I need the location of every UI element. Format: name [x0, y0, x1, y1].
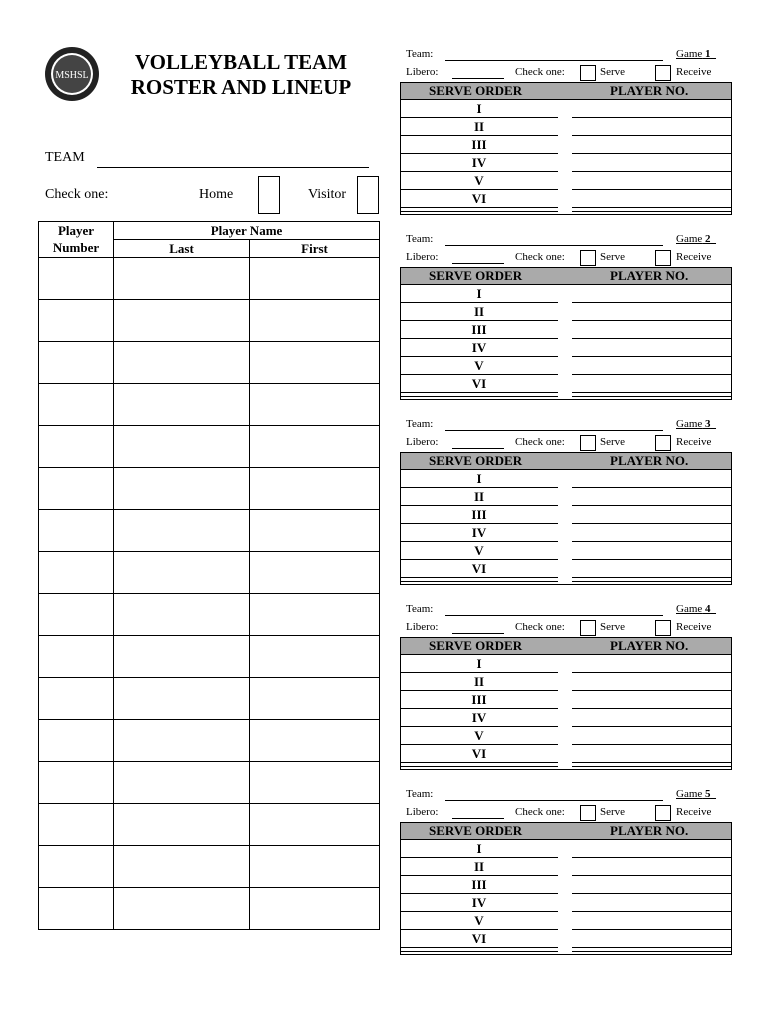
serve-order-list [400, 470, 732, 585]
serve-label: Serve [600, 621, 626, 633]
game-4-lineup [400, 601, 732, 770]
player-name-header: Player Name [114, 222, 380, 240]
last-name-cell[interactable] [114, 720, 250, 762]
number-cell[interactable] [39, 342, 114, 384]
team-row [400, 786, 732, 804]
lineup-header [400, 452, 732, 470]
team-label: Team: [406, 48, 434, 60]
player-no-header: PLAYER NO. [610, 823, 689, 838]
roster-row [39, 426, 380, 468]
serve-order-numeral: III [471, 137, 487, 152]
libero-field[interactable] [452, 818, 504, 819]
serve-order-row [400, 858, 732, 876]
serve-label: Serve [600, 251, 626, 263]
serve-order-row [400, 506, 732, 524]
team-label: TEAM [45, 150, 85, 165]
number-cell[interactable] [39, 888, 114, 930]
game-label: Game 4 [676, 603, 711, 615]
serve-order-row [400, 190, 732, 208]
team-label: Team: [406, 418, 434, 430]
mshsl-logo [44, 46, 100, 102]
last-header: Last [114, 240, 250, 258]
serve-order-numeral: IV [471, 525, 487, 540]
roster-row [39, 762, 380, 804]
serve-order-list [400, 100, 732, 215]
roster-row [39, 720, 380, 762]
serve-order-row [400, 673, 732, 691]
receive-checkbox[interactable] [655, 435, 671, 451]
libero-label: Libero: [406, 66, 439, 78]
libero-field[interactable] [452, 263, 504, 264]
roster-row [39, 594, 380, 636]
game-label: Game 3 [676, 418, 711, 430]
title-line-1: VOLLEYBALL TEAM [134, 50, 348, 74]
number-cell[interactable] [39, 468, 114, 510]
serve-order-row [400, 876, 732, 894]
number-cell[interactable] [39, 720, 114, 762]
game-number: 2 [705, 233, 711, 245]
libero-field[interactable] [452, 448, 504, 449]
serve-order-numeral: III [471, 507, 487, 522]
serve-order-row [400, 470, 732, 488]
receive-checkbox[interactable] [655, 65, 671, 81]
serve-order-numeral: II [473, 489, 485, 504]
libero-label: Libero: [406, 806, 439, 818]
team-label: Team: [406, 788, 434, 800]
serve-order-row [400, 154, 732, 172]
check-one-label: Check one: [515, 251, 565, 263]
last-name-cell[interactable] [114, 888, 250, 930]
team-row [400, 231, 732, 249]
serve-checkbox[interactable] [580, 435, 596, 451]
serve-order-numeral: I [476, 841, 482, 856]
receive-label: Receive [676, 66, 712, 78]
check-one-label: Check one: [515, 806, 565, 818]
lineup-header [400, 82, 732, 100]
last-name-cell[interactable] [114, 300, 250, 342]
serve-order-row [400, 930, 732, 948]
serve-order-row [400, 840, 732, 858]
check-one-label: Check one: [515, 621, 565, 633]
game-1-lineup [400, 46, 732, 215]
player-no-header: PLAYER NO. [610, 638, 689, 653]
last-name-cell[interactable] [114, 594, 250, 636]
serve-order-numeral: I [476, 471, 482, 486]
serve-order-row [400, 560, 732, 578]
game-2-lineup [400, 231, 732, 400]
serve-order-row [400, 136, 732, 154]
libero-label: Libero: [406, 621, 439, 633]
first-name-cell[interactable] [250, 426, 380, 468]
receive-checkbox[interactable] [655, 620, 671, 636]
serve-order-row [400, 375, 732, 393]
serve-order-row [400, 285, 732, 303]
team-label: Team: [406, 233, 434, 245]
serve-order-row [400, 303, 732, 321]
last-name-cell[interactable] [114, 342, 250, 384]
serve-order-numeral: II [473, 119, 485, 134]
last-name-cell[interactable] [114, 510, 250, 552]
receive-label: Receive [676, 806, 712, 818]
serve-checkbox[interactable] [580, 65, 596, 81]
roster-row [39, 342, 380, 384]
serve-order-numeral: IV [471, 710, 487, 725]
check-one-label: Check one: [515, 66, 565, 78]
serve-order-numeral: VI [471, 191, 487, 206]
page-title [110, 50, 372, 100]
serve-order-row [400, 745, 732, 763]
number-cell[interactable] [39, 258, 114, 300]
first-name-cell[interactable] [250, 762, 380, 804]
first-name-cell[interactable] [250, 468, 380, 510]
serve-order-row [400, 488, 732, 506]
lineup-header [400, 267, 732, 285]
serve-order-row [400, 894, 732, 912]
receive-checkbox[interactable] [655, 805, 671, 821]
serve-order-header: SERVE ORDER [429, 453, 523, 468]
game-label: Game 2 [676, 233, 711, 245]
logo-text: MSHSL [55, 70, 89, 81]
serve-order-row [400, 172, 732, 190]
libero-row [400, 434, 732, 452]
libero-label: Libero: [406, 251, 439, 263]
lineup-header [400, 637, 732, 655]
serve-order-numeral: V [474, 913, 484, 928]
first-name-cell[interactable] [250, 342, 380, 384]
serve-order-numeral: VI [471, 561, 487, 576]
lineup-header [400, 822, 732, 840]
serve-order-numeral: V [474, 358, 484, 373]
libero-row [400, 64, 732, 82]
check-one-label: Check one: [515, 436, 565, 448]
game-number: 1 [705, 48, 711, 60]
roster-row [39, 468, 380, 510]
libero-label: Libero: [406, 436, 439, 448]
player-no-header: PLAYER NO. [610, 83, 689, 98]
libero-field[interactable] [452, 633, 504, 634]
serve-order-row [400, 524, 732, 542]
serve-order-header: SERVE ORDER [429, 823, 523, 838]
first-name-cell[interactable] [250, 846, 380, 888]
first-name-cell[interactable] [250, 258, 380, 300]
roster-row [39, 510, 380, 552]
serve-order-numeral: IV [471, 895, 487, 910]
roster-table [38, 221, 380, 930]
serve-order-row [400, 691, 732, 709]
libero-row [400, 619, 732, 637]
serve-order-row [400, 912, 732, 930]
receive-label: Receive [676, 436, 712, 448]
serve-order-numeral: V [474, 173, 484, 188]
serve-order-row [400, 727, 732, 745]
serve-order-row [400, 357, 732, 375]
last-name-cell[interactable] [114, 468, 250, 510]
number-cell[interactable] [39, 300, 114, 342]
last-name-cell[interactable] [114, 678, 250, 720]
visitor-checkbox[interactable] [357, 176, 379, 214]
team-row [400, 416, 732, 434]
roster-row [39, 384, 380, 426]
serve-label: Serve [600, 436, 626, 448]
libero-row [400, 249, 732, 267]
serve-order-row [400, 709, 732, 727]
serve-order-header: SERVE ORDER [429, 83, 523, 98]
last-name-cell[interactable] [114, 804, 250, 846]
first-header: First [250, 240, 380, 258]
number-cell[interactable] [39, 846, 114, 888]
serve-order-numeral: I [476, 656, 482, 671]
number-cell[interactable] [39, 384, 114, 426]
game-label: Game 1 [676, 48, 711, 60]
roster-row [39, 804, 380, 846]
number-cell[interactable] [39, 804, 114, 846]
number-cell[interactable] [39, 552, 114, 594]
serve-order-header: SERVE ORDER [429, 638, 523, 653]
team-label: Team: [406, 603, 434, 615]
serve-order-row [400, 542, 732, 560]
serve-order-numeral: IV [471, 155, 487, 170]
last-name-cell[interactable] [114, 426, 250, 468]
serve-order-row [400, 118, 732, 136]
first-name-cell[interactable] [250, 636, 380, 678]
last-name-cell[interactable] [114, 846, 250, 888]
player-no-header: PLAYER NO. [610, 453, 689, 468]
roster-row [39, 300, 380, 342]
home-label: Home [199, 187, 234, 202]
serve-order-numeral: V [474, 728, 484, 743]
game-number: 4 [705, 603, 711, 615]
roster-row [39, 846, 380, 888]
first-name-cell[interactable] [250, 300, 380, 342]
serve-order-numeral: II [473, 304, 485, 319]
first-name-cell[interactable] [250, 888, 380, 930]
serve-order-list [400, 655, 732, 770]
first-name-cell[interactable] [250, 594, 380, 636]
receive-label: Receive [676, 621, 712, 633]
team-field[interactable] [445, 615, 663, 616]
last-name-cell[interactable] [114, 258, 250, 300]
serve-order-list [400, 285, 732, 400]
title-line-2: ROSTER AND LINEUP [130, 75, 352, 99]
home-checkbox[interactable] [258, 176, 280, 214]
first-name-cell[interactable] [250, 720, 380, 762]
game-5-lineup [400, 786, 732, 955]
serve-order-numeral: I [476, 101, 482, 116]
game-number: 3 [705, 418, 711, 430]
serve-order-numeral: VI [471, 376, 487, 391]
game-label: Game 5 [676, 788, 711, 800]
last-name-cell[interactable] [114, 636, 250, 678]
roster-row [39, 552, 380, 594]
serve-label: Serve [600, 66, 626, 78]
game-3-lineup [400, 416, 732, 585]
team-row [400, 46, 732, 64]
first-name-cell[interactable] [250, 384, 380, 426]
serve-order-numeral: II [473, 859, 485, 874]
first-name-cell[interactable] [250, 552, 380, 594]
number-cell[interactable] [39, 636, 114, 678]
serve-order-numeral: III [471, 692, 487, 707]
serve-checkbox[interactable] [580, 620, 596, 636]
serve-order-numeral: IV [471, 340, 487, 355]
serve-order-numeral: I [476, 286, 482, 301]
serve-order-numeral: III [471, 877, 487, 892]
receive-checkbox[interactable] [655, 250, 671, 266]
serve-order-row [400, 339, 732, 357]
number-header: Number [39, 240, 114, 258]
serve-order-row [400, 321, 732, 339]
number-cell[interactable] [39, 510, 114, 552]
last-name-cell[interactable] [114, 384, 250, 426]
serve-order-row [400, 100, 732, 118]
team-field[interactable] [445, 430, 663, 431]
number-cell[interactable] [39, 426, 114, 468]
first-name-cell[interactable] [250, 804, 380, 846]
serve-order-numeral: V [474, 543, 484, 558]
roster-row [39, 258, 380, 300]
team-field[interactable] [445, 245, 663, 246]
number-cell[interactable] [39, 594, 114, 636]
last-name-cell[interactable] [114, 762, 250, 804]
check-one-label: Check one: [45, 187, 109, 202]
receive-label: Receive [676, 251, 712, 263]
player-no-header: PLAYER NO. [610, 268, 689, 283]
player-header: Player [39, 222, 114, 240]
serve-order-numeral: II [473, 674, 485, 689]
libero-row [400, 804, 732, 822]
game-number: 5 [705, 788, 711, 800]
team-row [400, 601, 732, 619]
serve-label: Serve [600, 806, 626, 818]
serve-order-numeral: III [471, 322, 487, 337]
team-field[interactable] [445, 800, 663, 801]
roster-row [39, 636, 380, 678]
serve-order-list [400, 840, 732, 955]
number-cell[interactable] [39, 678, 114, 720]
roster-row [39, 678, 380, 720]
first-name-cell[interactable] [250, 510, 380, 552]
team-field[interactable] [445, 60, 663, 61]
first-name-cell[interactable] [250, 678, 380, 720]
last-name-cell[interactable] [114, 552, 250, 594]
libero-field[interactable] [452, 78, 504, 79]
serve-checkbox[interactable] [580, 250, 596, 266]
number-cell[interactable] [39, 762, 114, 804]
serve-order-row [400, 655, 732, 673]
serve-order-numeral: VI [471, 746, 487, 761]
roster-row [39, 888, 380, 930]
serve-order-numeral: VI [471, 931, 487, 946]
serve-order-header: SERVE ORDER [429, 268, 523, 283]
visitor-label: Visitor [308, 187, 347, 202]
team-name-field[interactable] [97, 167, 369, 168]
serve-checkbox[interactable] [580, 805, 596, 821]
